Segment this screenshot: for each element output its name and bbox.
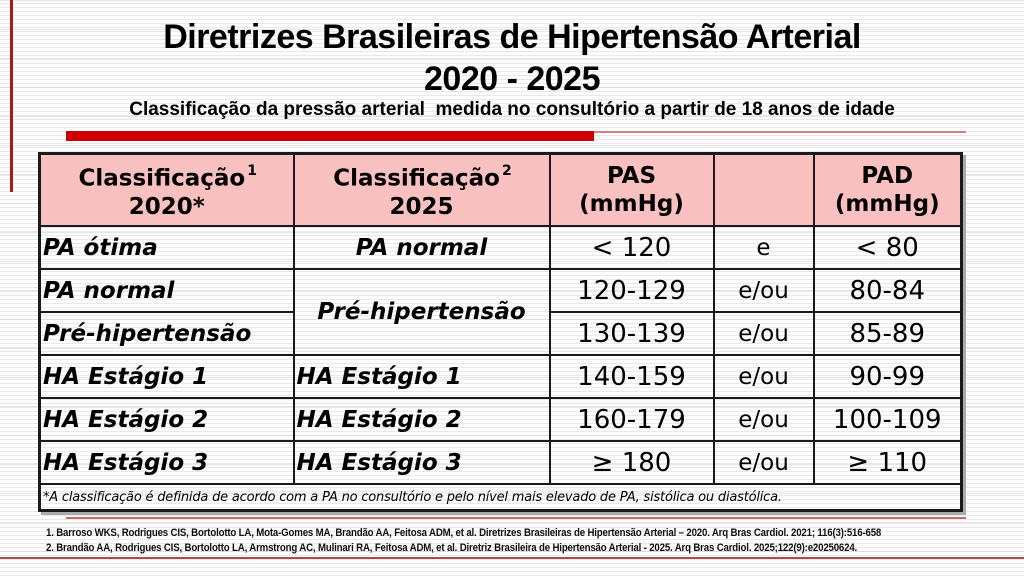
cell-pas: 140-159 [550, 355, 714, 398]
reference-line-2: 2. Brandão AA, Rodrigues CIS, Bortolotto LA, Armstrong AC, Mulinari RA, Feitosa ADM, et al. Diretriz Brasileira de Hipertensão Arterial - 2025. Arq Bras Cardiol. 2025;122(9):e20250624. [46, 542, 858, 554]
header-label-line2: 2020* [128, 193, 205, 220]
title-block [30, 16, 994, 100]
cell-pad: 85-89 [814, 312, 962, 355]
cell-conjunction: e/ou [714, 398, 814, 441]
red-line-above-references [66, 517, 966, 519]
header-empty [714, 154, 814, 227]
page-title-line2: 2020 - 2025 [424, 60, 600, 98]
header-label: Classificação [333, 165, 500, 192]
title-divider [66, 130, 966, 142]
cell-class2020: Pré-hipertensão [40, 312, 294, 355]
cell-pad: 80-84 [814, 269, 962, 312]
cell-class2020: PA ótima [40, 226, 294, 269]
header-label-line2: 2025 [389, 193, 454, 220]
cell-pad: 100-109 [814, 398, 962, 441]
header-classificacao-2020 [40, 154, 294, 227]
cell-conjunction: e/ou [714, 441, 814, 484]
table-row [40, 226, 962, 269]
cell-class2020: HA Estágio 3 [40, 441, 294, 484]
cell-conjunction: e [714, 226, 814, 269]
table-footnote: *A classificação é definida de acordo com a PA no consultório e pelo nível mais elevado de PA, sistólica ou diastólica. [40, 484, 962, 511]
cell-pas: 120-129 [550, 269, 714, 312]
cell-class2025: HA Estágio 1 [294, 355, 550, 398]
header-pad [814, 154, 962, 227]
cell-class2020: PA normal [40, 269, 294, 312]
table-row [40, 398, 962, 441]
blood-pressure-table [38, 152, 963, 512]
table-header-row [40, 154, 962, 227]
header-classificacao-2025 [294, 154, 550, 227]
table-row [40, 355, 962, 398]
cell-conjunction: e/ou [714, 355, 814, 398]
cell-pad: < 80 [814, 226, 962, 269]
cell-pad: 90-99 [814, 355, 962, 398]
cell-class2020: HA Estágio 2 [40, 398, 294, 441]
header-superscript: 2 [501, 163, 512, 180]
cell-conjunction: e/ou [714, 312, 814, 355]
cell-pas: < 120 [550, 226, 714, 269]
cell-class2025-merged: Pré-hipertensão [294, 269, 550, 355]
header-label: PAD [861, 163, 914, 189]
page-subtitle: Classificação da pressão arterial medida no consultório a partir de 18 anos de idade [129, 99, 895, 120]
header-label: Classificação [78, 165, 246, 192]
cell-class2025: HA Estágio 2 [294, 398, 550, 441]
page-title-line1: Diretrizes Brasileiras de Hipertensão Arterial [163, 18, 861, 56]
divider-thin-red-line [594, 131, 966, 133]
header-pas [550, 154, 714, 227]
header-label-line2: (mmHg) [579, 191, 684, 217]
divider-thick-red-bar [66, 131, 594, 141]
cell-pas: ≥ 180 [550, 441, 714, 484]
header-label-line2: (mmHg) [834, 191, 940, 217]
left-red-accent-bar [10, 0, 13, 192]
bottom-red-line [0, 557, 1024, 559]
cell-class2020: HA Estágio 1 [40, 355, 294, 398]
cell-pas: 130-139 [550, 312, 714, 355]
references-block [46, 526, 1024, 556]
table-footnote-row [40, 484, 962, 511]
cell-class2025: HA Estágio 3 [294, 441, 550, 484]
reference-line-1: 1. Barroso WKS, Rodrigues CIS, Bortolotto LA, Mota-Gomes MA, Brandão AA, Feitosa ADM, et al. Diretrizes Brasileiras de Hipertensão Arterial – 2020. Arq Bras Cardiol. 2021; 116(3):516-658 [46, 527, 882, 539]
cell-pas: 160-179 [550, 398, 714, 441]
cell-pad: ≥ 110 [814, 441, 962, 484]
header-label: PAS [606, 163, 657, 189]
table-row [40, 269, 962, 312]
header-superscript: 1 [247, 163, 257, 180]
cell-conjunction: e/ou [714, 269, 814, 312]
cell-class2025: PA normal [294, 226, 550, 269]
table-row [40, 441, 962, 484]
